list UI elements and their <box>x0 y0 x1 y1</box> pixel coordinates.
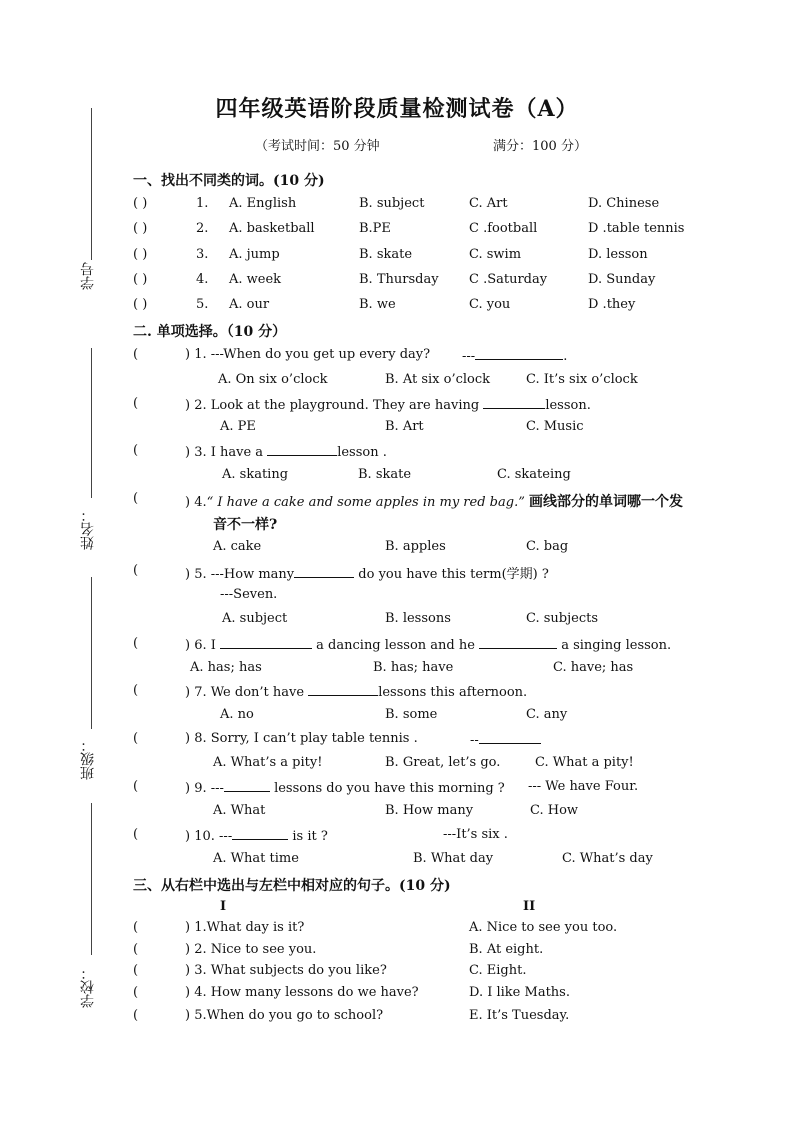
answer-paren: ( <box>133 443 180 458</box>
option-c: C. Art <box>469 196 508 211</box>
option-b: B. some <box>385 707 438 722</box>
answer-paren: ( ) <box>133 297 148 312</box>
question-number: 5. <box>196 297 209 312</box>
question-1-response: --- . <box>462 349 568 364</box>
option-b: B. we <box>359 297 396 312</box>
answer-paren: ( <box>133 920 180 935</box>
right-sentence: B. At eight. <box>469 942 544 957</box>
option-d: D .they <box>588 297 636 312</box>
option-d: D .table tennis <box>588 221 685 236</box>
option-c: C. have; has <box>553 660 634 675</box>
right-sentence: A. Nice to see you too. <box>469 920 618 935</box>
left-sentence: ) 4. How many lessons do we have? <box>185 985 419 1000</box>
answer-paren: ( <box>133 963 180 978</box>
option-a: A. our <box>229 297 270 312</box>
left-sentence: ) 1.What day is it? <box>185 920 305 935</box>
option-b: B. apples <box>385 539 446 554</box>
section3-heading: 三、从右栏中选出与左栏中相对应的句子。(10 分) <box>133 878 451 894</box>
option-c: C. It’s six o’clock <box>526 372 638 387</box>
option-a: A. week <box>229 272 282 287</box>
section2-heading: 二. 单项选择。（10 分） <box>133 324 287 340</box>
section1-heading: 一、找出不同类的词。(10 分) <box>133 173 325 189</box>
answer-paren: ( ) <box>133 196 148 211</box>
answer-paren: ( <box>133 779 180 794</box>
option-a: A. no <box>220 707 254 722</box>
answer-paren: ( <box>133 636 180 651</box>
option-b: B. What day <box>413 851 494 866</box>
right-sentence: D. I like Maths. <box>469 985 570 1000</box>
option-a: A. On six o’clock <box>218 372 328 387</box>
left-sentence: ) 5.When do you go to school? <box>185 1008 384 1023</box>
left-sentence: ) 2. Nice to see you. <box>185 942 317 957</box>
question-number: 4. <box>196 272 209 287</box>
option-b: B. lessons <box>385 611 451 626</box>
column-ii-header: II <box>523 899 536 914</box>
answer-paren: ( ) <box>133 272 148 287</box>
option-b: B. skate <box>358 467 412 482</box>
binding-line <box>91 803 92 955</box>
exam-time: （考试时间：50 分钟 <box>255 139 380 154</box>
option-b: B. How many <box>385 803 474 818</box>
question-7: ) 7. We don’t have lessons this afternoon. <box>185 685 528 700</box>
answer-paren: ( <box>133 731 180 746</box>
option-c: C. you <box>469 297 511 312</box>
option-b: B. At six o’clock <box>385 372 491 387</box>
column-i-header: I <box>220 899 227 914</box>
answer-paren: ( <box>133 347 180 362</box>
answer-paren: ( <box>133 491 180 506</box>
name-label: 姓名： <box>80 508 96 550</box>
option-a: A. jump <box>229 247 280 262</box>
student-id-label: 学号 <box>80 262 96 290</box>
option-b: B. Great, let’s go. <box>385 755 501 770</box>
option-a: A. English <box>229 196 297 211</box>
option-a: A. has; has <box>190 660 262 675</box>
question-9-response: --- We have Four. <box>528 779 639 794</box>
option-c: C .football <box>469 221 538 236</box>
answer-paren: ( <box>133 396 180 411</box>
answer-paren: ( ) <box>133 221 148 236</box>
option-a: A. basketball <box>229 221 315 236</box>
question-5-response: ---Seven. <box>220 587 278 602</box>
option-a: A. What’s a pity! <box>213 755 323 770</box>
option-b: B. Art <box>385 419 424 434</box>
question-8: ) 8. Sorry, I can’t play table tennis . <box>185 731 418 746</box>
answer-paren: ( <box>133 827 180 842</box>
option-d: D. Sunday <box>588 272 656 287</box>
option-c: C. What’s day <box>562 851 653 866</box>
question-4-cont: 音不一样? <box>213 517 278 533</box>
class-label: 班级： <box>80 738 96 780</box>
question-9: ) 9. --- lessons do you have this morning ? <box>185 781 505 796</box>
question-3: ) 3. I have a lesson . <box>185 445 387 460</box>
option-c: C. bag <box>526 539 569 554</box>
question-number: 3. <box>196 247 209 262</box>
option-d: D. Chinese <box>588 196 660 211</box>
option-c: C. Music <box>526 419 584 434</box>
question-number: 1. <box>196 196 209 211</box>
page-title: 四年级英语阶段质量检测试卷（A） <box>215 96 579 122</box>
right-sentence: C. Eight. <box>469 963 527 978</box>
binding-line <box>91 577 92 729</box>
option-b: B. has; have <box>373 660 454 675</box>
answer-paren: ( <box>133 985 180 1000</box>
option-c: C. swim <box>469 247 522 262</box>
option-b: B. subject <box>359 196 425 211</box>
option-b: B. skate <box>359 247 413 262</box>
school-label: 学校： <box>80 966 96 1008</box>
question-4: ) 4.“ I have a cake and some apples in my red bag.” 画线部分的单词哪一个发 <box>185 494 683 510</box>
option-a: A. What <box>213 803 266 818</box>
question-2: ) 2. Look at the playground. They are having lesson. <box>185 398 591 413</box>
option-c: C. skateing <box>497 467 571 482</box>
option-b: B. Thursday <box>359 272 439 287</box>
question-5: ) 5. ---How many do you have this term(学期) ? <box>185 567 549 582</box>
question-6: ) 6. I a dancing lesson and he a singing lesson. <box>185 638 672 653</box>
answer-paren: ( <box>133 683 180 698</box>
answer-paren: ( <box>133 942 180 957</box>
option-c: C. What a pity! <box>535 755 634 770</box>
right-sentence: E. It’s Tuesday. <box>469 1008 570 1023</box>
answer-paren: ( ) <box>133 247 148 262</box>
option-c: C. How <box>530 803 579 818</box>
left-sentence: ) 3. What subjects do you like? <box>185 963 387 978</box>
option-c: C. any <box>526 707 568 722</box>
option-b: B.PE <box>359 221 391 236</box>
question-number: 2. <box>196 221 209 236</box>
option-d: D. lesson <box>588 247 648 262</box>
option-a: A. subject <box>222 611 288 626</box>
option-a: A. skating <box>222 467 289 482</box>
option-c: C. subjects <box>526 611 599 626</box>
option-a: A. PE <box>220 419 256 434</box>
binding-line <box>91 108 92 260</box>
answer-paren: ( <box>133 1008 180 1023</box>
answer-paren: ( <box>133 563 180 578</box>
option-c: C .Saturday <box>469 272 548 287</box>
binding-line <box>91 348 92 498</box>
question-10: ) 10. --- is it ? <box>185 829 328 844</box>
question-1: ) 1. ---When do you get up every day? <box>185 347 431 362</box>
full-score: 满分：100 分） <box>493 139 587 154</box>
option-a: A. cake <box>213 539 262 554</box>
option-a: A. What time <box>213 851 299 866</box>
question-8-response: -- <box>470 731 541 748</box>
question-10-response: ---It’s six . <box>443 827 508 842</box>
